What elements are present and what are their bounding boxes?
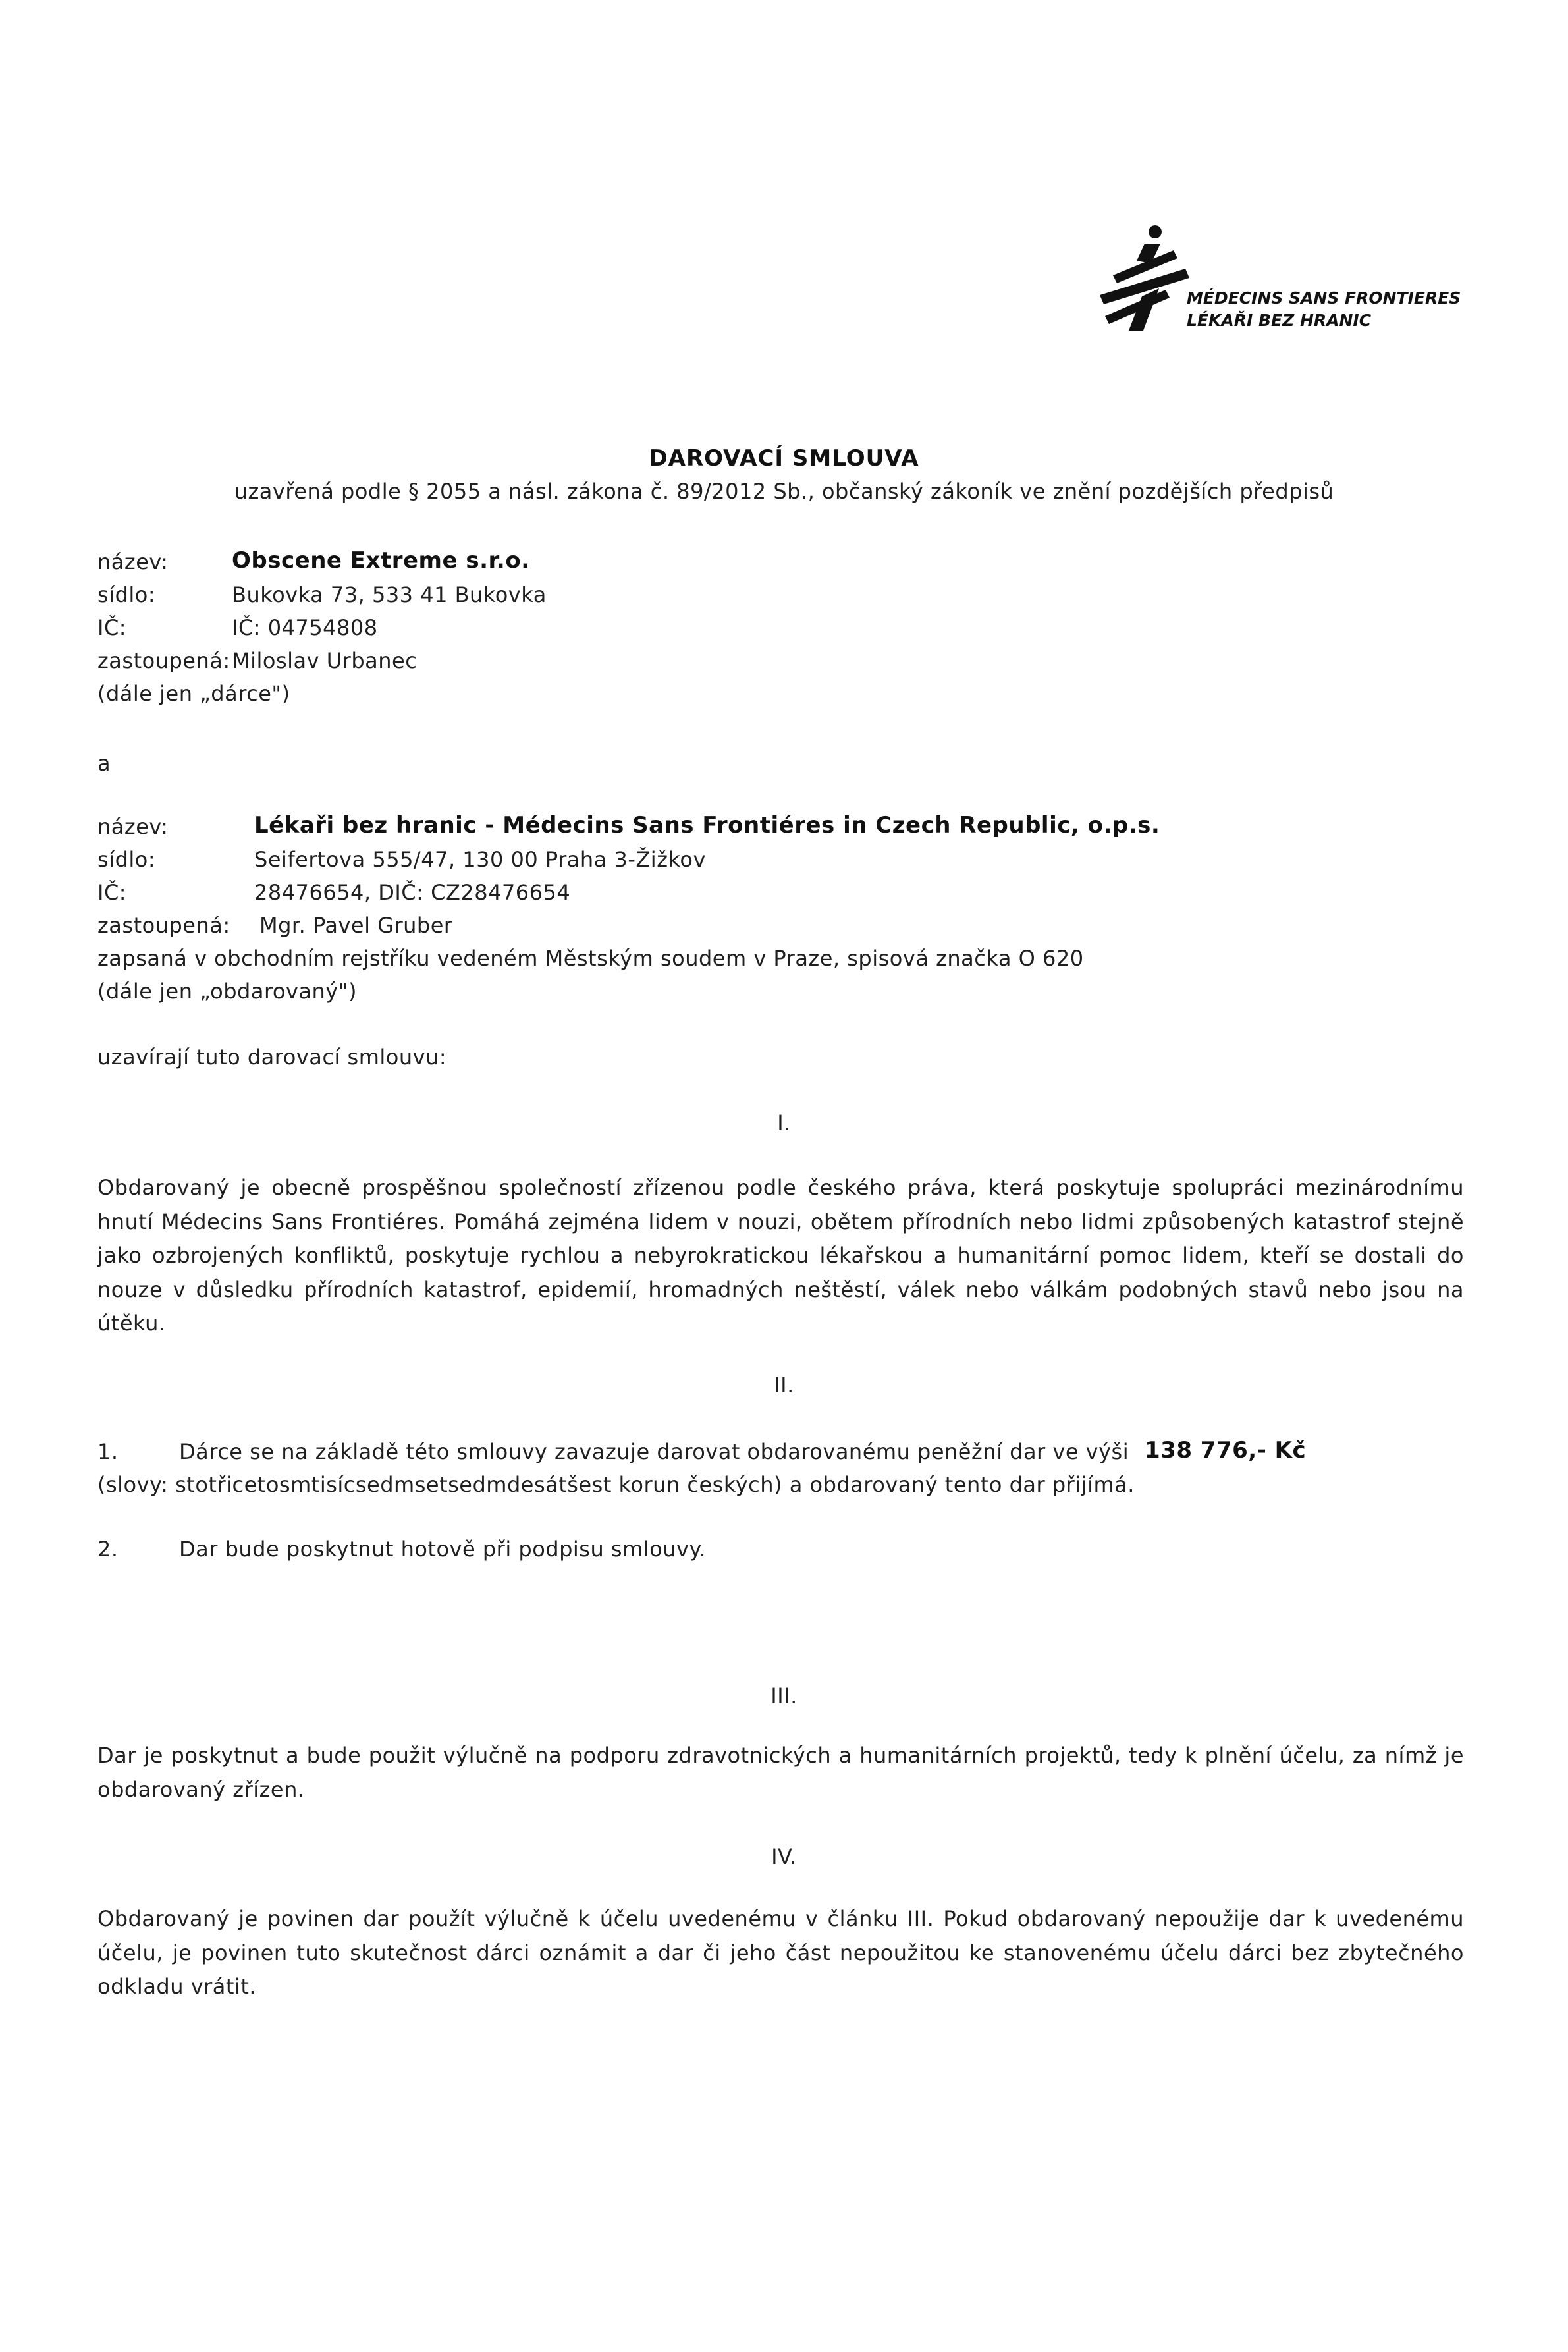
section-3-text: Dar je poskytnut a bude použit výlučně na podporu zdravotnických a humanitárních projektů, tedy k plnění účelu, za nímž je obdarovaný zřízen. (97, 1743, 1464, 1802)
section-3-heading: III. (770, 1683, 798, 1709)
donor-id: IČ: 04754808 (232, 615, 378, 640)
section-4-text: Obdarovaný je povinen dar použít výlučně k účelu uvedenému v článku III. Pokud obdarovaný nepoužije dar k uvedenému účelu, je povinen tuto skutečnost dárci oznámit a dar či jeho část nepoužitou ke stanovenému účelu dárci bez zbytečného odkladu vrátit. (97, 1906, 1464, 1999)
running-man-icon (1087, 217, 1199, 336)
section-2-item-2-number: 2. (97, 1537, 119, 1562)
recipient-registry: zapsaná v obchodním rejstříku vedeném Městským soudem v Praze, spisová značka O 620 (97, 946, 1084, 971)
donor-rep: Miloslav Urbanec (232, 648, 418, 673)
recipient-rep-label: zastoupená: (97, 913, 230, 938)
donor-alias: (dále jen „dárce") (97, 681, 290, 706)
recipient-name-label: název: (97, 814, 169, 839)
section-1-heading: I. (777, 1110, 791, 1135)
section-1-text: Obdarovaný je obecně prospěšnou společností zřízenou podle českého práva, která poskytuje spolupráci mezinárodnímu hnutí Médecins Sans Frontiéres. Pomáhá zejména lidem v nouzi, obětem přírodních nebo lidmi způsobených katastrof stejně jako ozbrojených konfliktů, poskytuje rychlou a nebyrokratickou lékařskou a humanitární pomoc lidem, kteří se dostali do nouze v důsledku přírodních katastrof, epidemií, hromadných neštěstí, válek nebo válkám podobných stavů nebo jsou na útěku. (97, 1175, 1464, 1336)
section-2-item-1-number: 1. (97, 1439, 119, 1464)
donation-amount: 138 776,- Kč (1145, 1437, 1307, 1463)
recipient-alias: (dále jen „obdarovaný") (97, 979, 357, 1004)
intro-text: uzavírají tuto darovací smlouvu: (97, 1045, 447, 1070)
msf-logo (1087, 217, 1495, 342)
donor-seat-label: sídlo: (97, 582, 156, 607)
logo-text-line2: LÉKAŘI BEZ HRANIC (1187, 311, 1372, 330)
recipient-id-label: IČ: (97, 880, 127, 905)
donor-seat: Bukovka 73, 533 41 Bukovka (232, 582, 547, 607)
recipient-rep: Mgr. Pavel Gruber (259, 913, 453, 938)
recipient-seat-label: sídlo: (97, 847, 156, 872)
recipient-seat: Seifertova 555/47, 130 00 Praha 3-Žižkov (254, 847, 706, 872)
section-2-heading: II. (774, 1373, 794, 1398)
section-2-item-1-words: (slovy: stotřicetosmtisícsedmsetsedmdesátšest korun českých) a obdarovaný tento dar přijímá. (97, 1472, 1135, 1497)
document-subtitle: uzavřená podle § 2055 a násl. zákona č. 89/2012 Sb., občanský zákoník ve znění pozdějších předpisů (234, 479, 1334, 504)
section-2-item-2-text: Dar bude poskytnut hotově při podpisu smlouvy. (179, 1537, 706, 1562)
donor-id-label: IČ: (97, 615, 127, 640)
document-title: DAROVACÍ SMLOUVA (649, 445, 919, 472)
recipient-id: 28476654, DIČ: CZ28476654 (254, 880, 571, 905)
section-4-heading: IV. (771, 1844, 797, 1869)
logo-text-line1: MÉDECINS SANS FRONTIERES (1187, 288, 1461, 308)
donor-name: Obscene Extreme s.r.o. (232, 547, 530, 574)
recipient-name: Lékaři bez hranic - Médecins Sans Frontiéres in Czech Republic, o.p.s. (254, 812, 1160, 838)
donor-name-label: název: (97, 549, 169, 574)
section-2-item-1-text: Dárce se na základě této smlouvy zavazuje darovat obdarovanému peněžní dar ve výši (179, 1439, 1129, 1464)
donor-rep-label: zastoupená: (97, 648, 230, 673)
conjunction: a (97, 751, 111, 776)
